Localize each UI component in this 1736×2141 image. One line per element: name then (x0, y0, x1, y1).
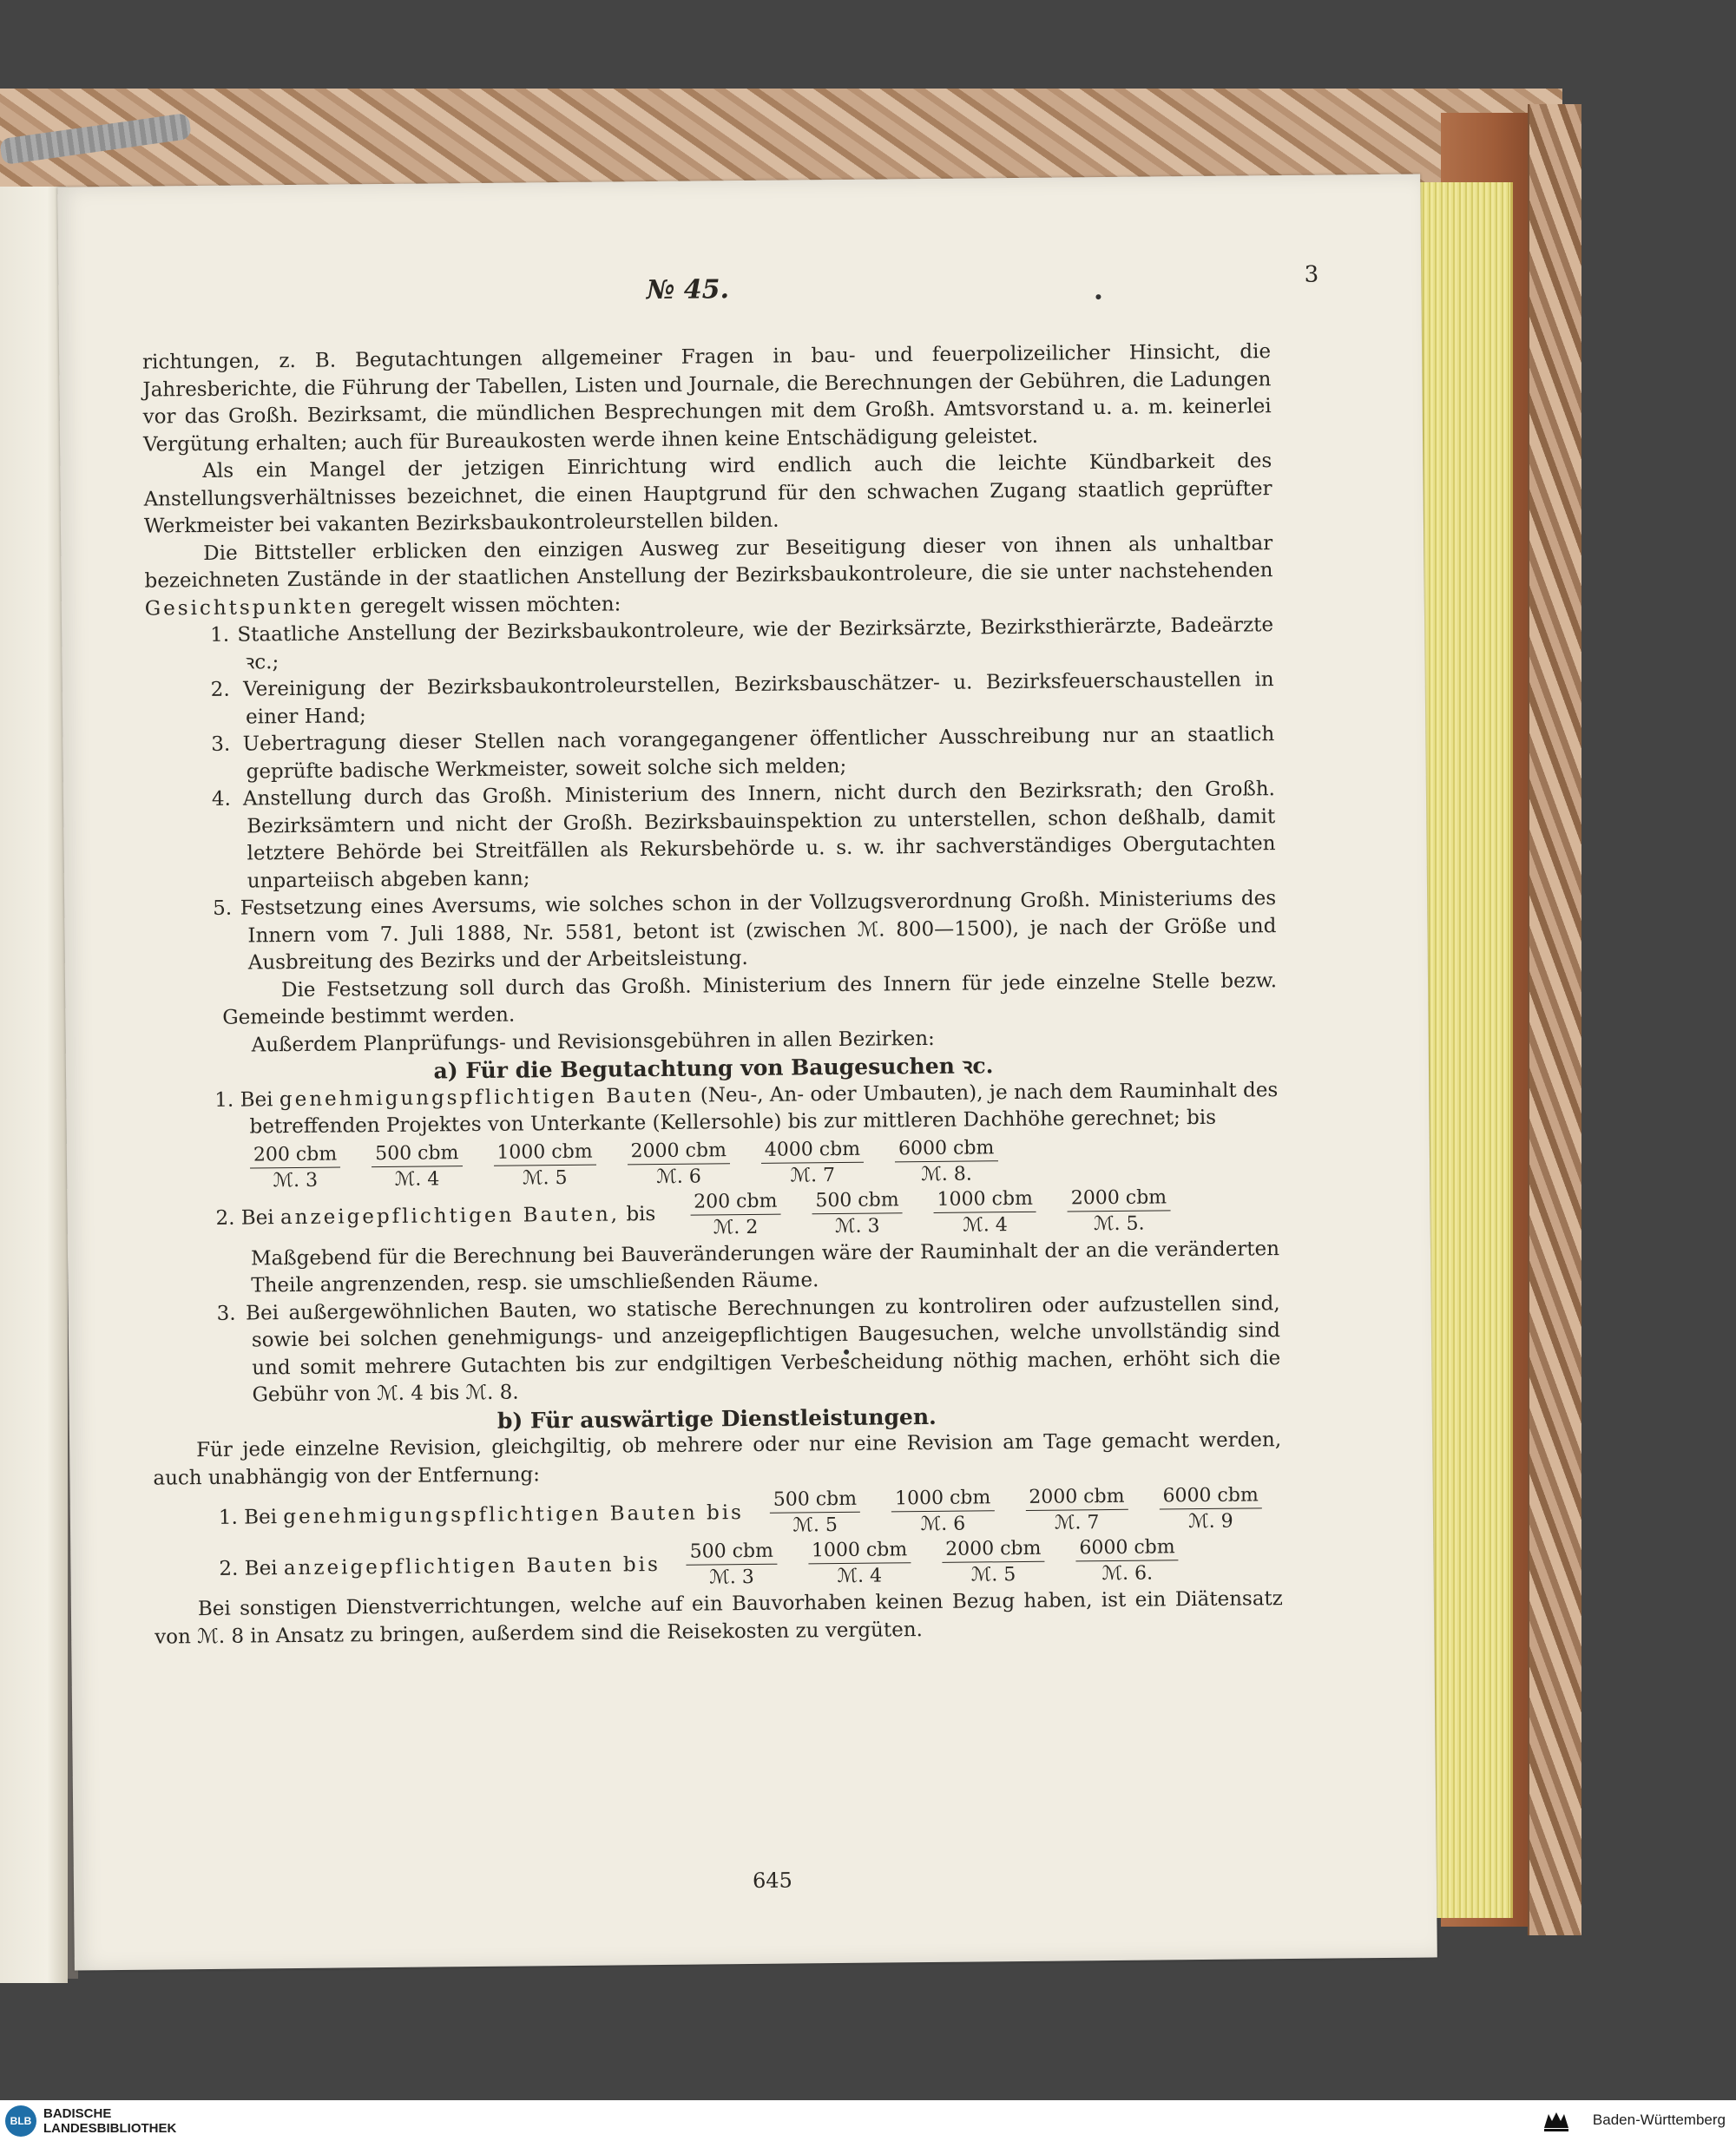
list-item: 4. Anstellung durch das Großh. Ministerium des Innern, nicht durch den Bezirksrath; den Großh. Bezirksämtern und nicht der Großh. Bezirksbauinspektion zu unterstellen, schon deßhalb, damit letztere Behörde bei Streitfällen als Rekursbehörde u. s. w. ihr sachverständiges Obergutachten unparteiisch abgeben kann; (211, 778, 1276, 893)
document-page (57, 174, 1437, 1971)
fee-fraction: $\frac{\text{200 cbm}}{\text{ℳ. 2}}$ (690, 1189, 781, 1239)
fee-fraction: $\frac{\text{1000 cbm}}{\text{ℳ. 4}}$ (933, 1186, 1036, 1237)
fee-fraction: $\frac{\text{6000 cbm}}{\text{ℳ. 8.}}$ (895, 1136, 998, 1186)
paragraph: Außerdem Planprüfungs- und Revisionsgebühren in allen Bezirken: (251, 1027, 935, 1056)
list-item: 1. Bei genehmigungspflichtigen Bauten (Neu-, An- oder Umbauten), je nach dem Rauminhalt des betreffenden Projektes von Unterkante (Kellersohle) bis zur mittleren Dachhöhe gerechnet; bis (214, 1078, 1279, 1139)
list-item: 3. Bei außergewöhnlichen Bauten, wo statische Berechnungen zu kontroliren oder aufzustellen sind, sowie bei solchen genehmigungs- und anzeigepflichtigen Baugesuchen, welche unvollständig sind und somit mehrere Gutachten bis zur endgiltigen Verbescheidung nöthig machen, erhöht sich die Gebühr von ℳ. 4 bis ℳ. 8. (216, 1291, 1281, 1407)
fee-table-a2: 2. Bei anzeigepflichtigen Bauten, bis $\frac{\text{200 cbm}}{\text{ℳ. 2}}$ $\frac{\text{500 cbm}}{\text{ℳ. 3}}$ $\frac{\text{1000 cbm}}{\text{ℳ. 4}}$ $\frac{\text{2000 cbm}}{\text{ℳ. 5.}}$ (150, 1185, 1279, 1245)
fee-fraction: $\frac{\text{1000 cbm}}{\text{ℳ. 4}}$ (808, 1538, 911, 1588)
fee-fraction: $\frac{\text{500 cbm}}{\text{ℳ. 3}}$ (812, 1188, 903, 1238)
paragraph: Maßgebend für die Berechnung bei Bauveränderungen wäre der Rauminhalt der an die veränderten Theile angrenzenden, resp. sie umschließenden Räume. (250, 1237, 1280, 1297)
marbled-cover-right (1528, 104, 1581, 1935)
fee-table-b1: 1. Bei genehmigungspflichtigen Bauten bis $\frac{\text{500 cbm}}{\text{ℳ. 5}}$ $\frac{\text{1000 cbm}}{\text{ℳ. 6}}$ $\frac{\text{2000 cbm}}{\text{ℳ. 7}}$ $\frac{\text{6000 cbm}}{\text{ℳ. 9}}$ (154, 1483, 1282, 1543)
fee-fraction: $\frac{\text{2000 cbm}}{\text{ℳ. 5.}}$ (1068, 1185, 1171, 1236)
fee-fraction: $\frac{\text{1000 cbm}}{\text{ℳ. 6}}$ (891, 1486, 995, 1536)
bw-lions-icon (1542, 2107, 1571, 2133)
speck (1095, 294, 1101, 299)
fee-fraction: $\frac{\text{6000 cbm}}{\text{ℳ. 9}}$ (1159, 1483, 1262, 1534)
fee-fraction: $\frac{\text{1000 cbm}}{\text{ℳ. 5}}$ (493, 1139, 596, 1190)
list-item: 2. Vereinigung der Bezirksbaukontroleurstellen, Bezirksbauschätzer- u. Bezirksfeuerschaustellen in einer Hand; (210, 668, 1274, 729)
blb-logo[interactable]: BLB (5, 2105, 36, 2137)
fee-fraction: $\frac{\text{200 cbm}}{\text{ℳ. 3}}$ (250, 1142, 341, 1192)
fee-fraction: $\frac{\text{6000 cbm}}{\text{ℳ. 6.}}$ (1075, 1535, 1179, 1586)
bw-wordmark[interactable]: Baden-Württemberg (1592, 2111, 1726, 2128)
fee-fraction: $\frac{\text{4000 cbm}}{\text{ℳ. 7}}$ (761, 1137, 865, 1187)
issue-number: № 45. (646, 274, 730, 306)
paragraph: Die Festsetzung soll durch das Großh. Ministerium des Innern für jede einzelne Stelle bezw. Gemeinde bestimmt werden. (222, 969, 1278, 1029)
footer-bar (0, 2100, 1736, 2141)
page-number: 645 (752, 1868, 792, 1893)
list-item: 3. Uebertragung dieser Stellen nach vorangegangener öffentlicher Ausschreibung nur an staatlich geprüfte badische Werkmeister, soweit solche sich melden; (211, 723, 1275, 784)
fee-table-a1 (150, 1133, 1279, 1193)
list-item: 5. Festsetzung eines Aversums, wie solches schon in der Vollzugsverordnung Großh. Ministeriums des Innern vom 7. Juli 1888, Nr. 5581, betont ist (zwischen ℳ. 800—1500), je nach der Größe und Ausbreitung des Bezirks und der Arbeitsleistung. (213, 887, 1277, 975)
paragraph: Für jede einzelne Revision, gleichgiltig, ob mehrere oder nur eine Revision am Tage gemacht werden, auch unabhängig von der Entfernung: (153, 1428, 1282, 1490)
fee-fraction: $\frac{\text{2000 cbm}}{\text{ℳ. 5}}$ (942, 1537, 1045, 1587)
fee-fraction: $\frac{\text{500 cbm}}{\text{ℳ. 3}}$ (687, 1540, 778, 1590)
fee-fraction: $\frac{\text{2000 cbm}}{\text{ℳ. 6}}$ (627, 1139, 730, 1189)
paragraph: Bei sonstigen Dienstverrichtungen, welche auf ein Bauvorhaben keinen Bezug haben, ist ein Diätensatz von ℳ. 8 in Ansatz zu bringen, außerdem sind die Reisekosten zu vergüten. (155, 1587, 1283, 1649)
fee-table-b2: 2. Bei anzeigepflichtigen Bauten bis $\frac{\text{500 cbm}}{\text{ℳ. 3}}$ $\frac{\text{1000 cbm}}{\text{ℳ. 4}}$ $\frac{\text{2000 cbm}}{\text{ℳ. 5}}$ $\frac{\text{6000 cbm}}{\text{ℳ. 6.}}$ (154, 1534, 1282, 1594)
section-a-title: a) Für die Begutachtung von Baugesuchen ꝛc. (433, 1053, 994, 1084)
blb-wordmark[interactable]: BADISCHE LANDESBIBLIOTHEK (43, 2106, 177, 2136)
section-b-title: b) Für auswärtige Dienstleistungen. (496, 1403, 937, 1434)
fee-fraction: $\frac{\text{500 cbm}}{\text{ℳ. 5}}$ (770, 1488, 861, 1538)
list-item: 1. Staatliche Anstellung der Bezirksbaukontroleure, wie der Bezirksärzte, Bezirksthierärzte, Badeärzte ꝛc.; (210, 614, 1274, 674)
paragraph: Die Bittsteller erblicken den einzigen Ausweg zur Beseitigung dieser von ihnen als unhaltbar bezeichneten Zustände in der staatlichen Anstellung der Bezirksbaukontroleure, die sie unter nachstehenden Gesichtspunkten geregelt wissen möchten: (144, 531, 1273, 621)
page-body (142, 338, 1283, 1651)
paragraph: Als ein Mangel der jetzigen Einrichtung wird endlich auch die leichte Kündbarkeit des Anstellungsverhältnisses bezeichnet, die einen Hauptgrund für den schwachen Zugang staatlich geprüfter Werkmeister bei vakanten Bezirksbaukontroleurstellen bilden. (143, 450, 1272, 538)
page-corner-number: 3 (1304, 261, 1319, 288)
paragraph: richtungen, z. B. Begutachtungen allgemeiner Fragen in bau- und feuerpolizeilicher Hinsicht, die Jahresberichte, die Führung der Tabellen, Listen und Journale, die Berechnungen der Gebühren, die Ladungen vor das Großh. Bezirksamt, die mündlichen Besprechungen mit dem Großh. Amtsvorstand u. a. m. keinerlei Vergütung erhalten; auch für Bureaukosten werde ihnen keine Entschädigung geleistet. (141, 340, 1272, 456)
left-page-edge (0, 187, 68, 1983)
fee-fraction: $\frac{\text{2000 cbm}}{\text{ℳ. 7}}$ (1025, 1485, 1128, 1535)
fee-fraction: $\frac{\text{500 cbm}}{\text{ℳ. 4}}$ (372, 1141, 463, 1192)
